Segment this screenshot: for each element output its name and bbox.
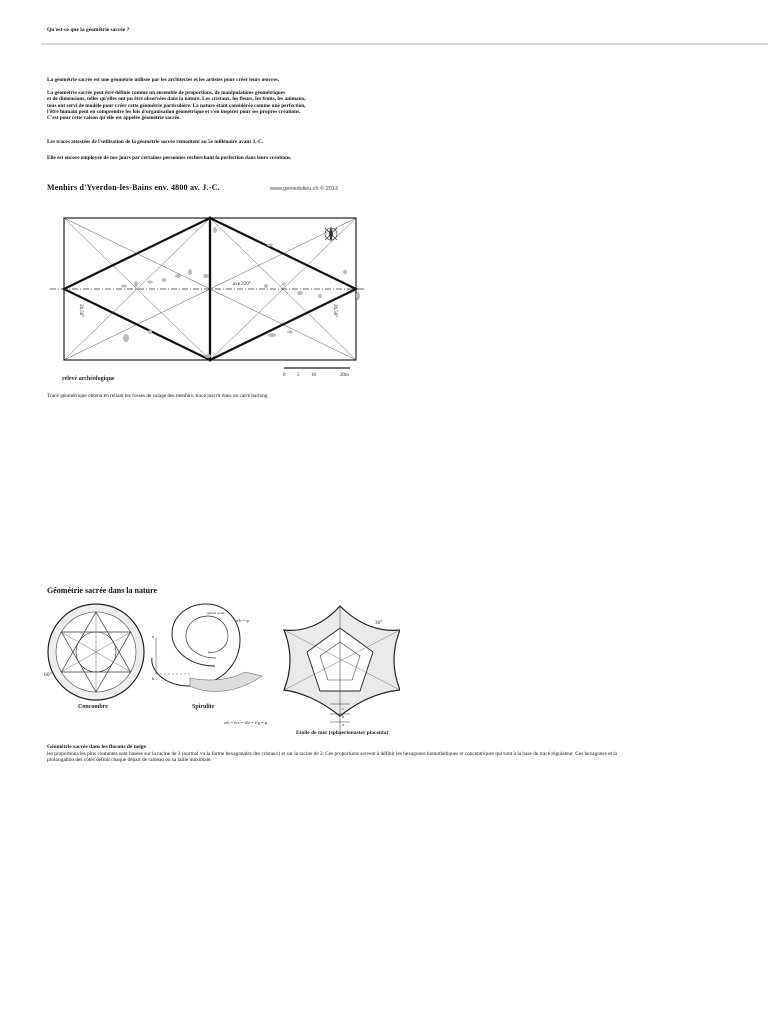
figure1-title: Menhirs d'Yverdon-les-Bains env. 4800 av. J.-C. [47, 183, 220, 192]
figure1-credit: www.geniedulieu.ch © 2013 [270, 186, 338, 192]
intro-line: et de dimensions, telles qu'elles ont pu être observées dans la nature. Les cristaux, les fleurs, les fruits, les animaux, [47, 96, 306, 103]
label-a: a [342, 722, 344, 727]
intro-paragraph-3: Les traces attestées de l'utilisation de la géométrie sacrée remontent au 5e millénaire avant J.-C. [47, 139, 264, 145]
intro-line: l'être humain peut en comprendre les lois d'organisation géométrique et s'en inspirer pour ses propres créations. [47, 108, 301, 115]
spiral-label: spirale dorée [207, 611, 225, 615]
snow-title: Géométrie sacrée dans les flocons de neige [47, 744, 146, 750]
scale-label: 0 [283, 373, 286, 378]
phi-bottom-label: a/b = b/c = d/e = f/g = φ [224, 720, 268, 725]
spirula-label: Spirulite [192, 704, 215, 710]
snow-line: prolongation des côtés définit chaque départ de rameau ou sa taille maximale. [47, 757, 212, 764]
intro-paragraph-1: La géométrie sacrée est une géométrie utilisée par les architectes et les artistes pour créer leurs œuvres. [47, 77, 280, 83]
starfish-label: Etoile de mer (sphaerionaster placenta) [296, 730, 389, 736]
label-b: b [342, 714, 344, 719]
scale-label: 20m [340, 373, 349, 378]
nature-geometry-diagram [40, 596, 400, 738]
angle-left-label: 26,56° [78, 304, 83, 318]
intro-line: C'est pour cette raison qu'elle est appelée géométrie sacrée. [47, 115, 181, 122]
phi-top-label: a/b = φ [236, 618, 249, 623]
figure2-title: Géométrie sacrée dans la nature [47, 586, 158, 595]
label-h: h [152, 676, 155, 681]
label-a: a [152, 634, 154, 639]
figure1-caption: Tracé géométrique obtenu en reliant les fosses de calage des menhirs, tracé inscrit dans un carré barlong [47, 393, 268, 399]
label-c: c [342, 706, 344, 711]
conchoid-figure [48, 604, 144, 700]
menhirs-diagram [40, 200, 370, 390]
angle-60-label: 60° [44, 672, 52, 678]
intro-line: tous ont servi de modèle pour créer cette géométrie particulière. La nature étant considérée comme une perfection, [47, 102, 306, 109]
compass-icon [325, 226, 337, 242]
page-header: Qu'est-ce que la géométrie sacrée ? [47, 27, 130, 33]
angle-right-label: 26,56° [332, 304, 337, 318]
conchoid-label: Concombre [78, 704, 108, 710]
snow-paragraph [47, 751, 747, 764]
axis-label: axe 229° [233, 282, 251, 287]
bottom-label: relevé archéologique [62, 376, 115, 382]
scale-label: 5 [297, 373, 300, 378]
intro-line: La géométrie sacrée peut être définie comme un ensemble de proportions, de manipulations géométriques [47, 90, 286, 96]
header-divider [41, 43, 768, 45]
snow-line: les proportions les plus courantes sont basées sur la racine de 3 (normal vu la forme hexagonales des cristaux) et sur la racine de 2. Ces proportions servent à définir les hexagones homothétiques et concentriques qui sont à la base du tracé régulateur. Ces hexagones et la [47, 751, 618, 757]
scale-label: 10 [311, 373, 316, 378]
angle-36-label: 36° [375, 621, 382, 626]
intro-paragraph-2 [47, 90, 377, 121]
intro-paragraph-4: Elle est encore employée de nos jours par certaines personnes recherchant la perfection dans leurs créations. [47, 155, 292, 161]
